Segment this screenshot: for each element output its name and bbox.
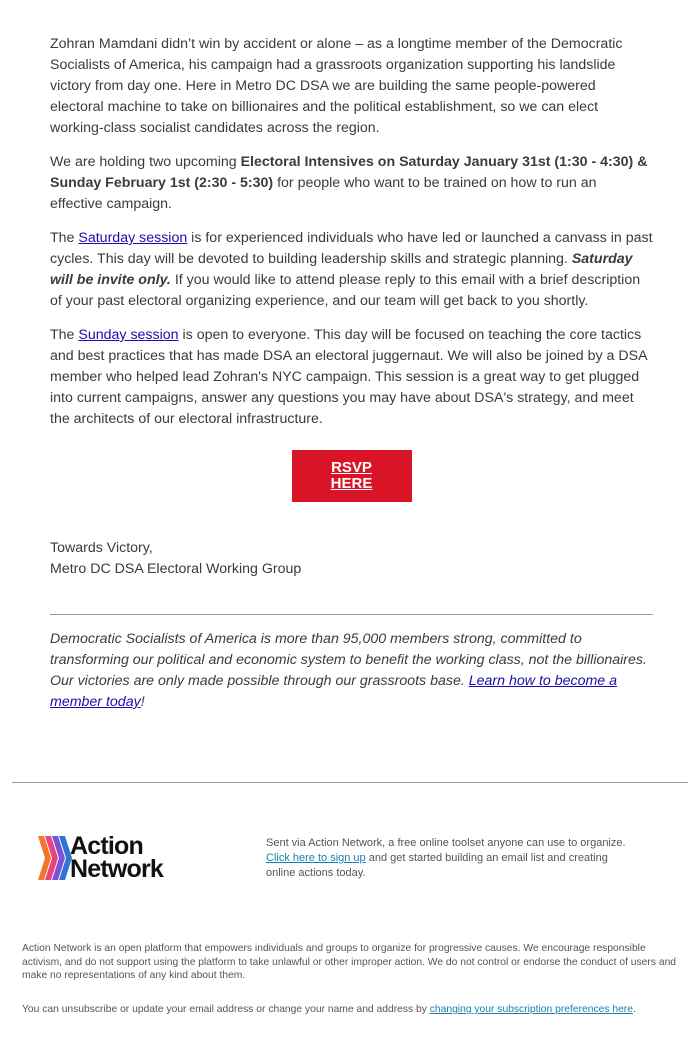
saturday-text-post: If you would like to attend please reply to this email with a brief description of your past electoral organizing experience, and our team will get back to you shortly. — [50, 272, 641, 309]
unsubscribe-text — [22, 1003, 692, 1017]
cta-container — [50, 450, 653, 502]
saturday-text-mid: is for experienced individuals who have led or launched a canvass in past cycles. This day will be devoted to building leadership skills and strategic planning. — [50, 230, 653, 267]
saturday-session-link[interactable]: Saturday session — [78, 230, 188, 246]
footer-divider — [12, 782, 688, 783]
sunday-text-pre: The — [50, 327, 79, 343]
dsa-about-text: Democratic Socialists of America is more than 95,000 members strong, committed to transforming our political and economic system to benefit the working class, not the billionaires. Our victories are only made possible through our grassroots base. — [50, 631, 647, 689]
dsa-about-paragraph — [50, 629, 653, 713]
intro-paragraph: Zohran Mamdani didn’t win by accident or alone – as a longtime member of the Democratic Socialists of America, his campaign had a grassroots organization supporting his landslide victory from day one. Here in Metro DC DSA we are building the same people-powered electoral machine to take on billionaires and the political establishment, so we can elect working-class socialist candidates across the region. — [50, 36, 623, 136]
email-body — [50, 34, 653, 713]
intensives-text-pre: We are holding two upcoming — [50, 154, 241, 170]
sunday-paragraph — [50, 325, 653, 430]
intensives-paragraph — [50, 152, 653, 215]
sunday-session-link[interactable]: Sunday session — [78, 327, 179, 343]
logo-word-network: Network — [70, 855, 164, 883]
divider — [50, 614, 653, 615]
logo-word-action: Action — [70, 832, 143, 860]
action-network-logo[interactable] — [38, 834, 198, 884]
saturday-invite-only: Saturday will be invite only. — [50, 251, 633, 288]
rsvp-button[interactable] — [292, 450, 412, 502]
saturday-paragraph — [50, 228, 653, 312]
sent-via-line1: Sent via Action Network, a free online toolset anyone can use to organize. — [266, 837, 626, 849]
signoff — [50, 538, 653, 580]
sunday-text-post: is open to everyone. This day will be focused on teaching the core tactics and best practices that has made DSA an electoral juggernaut. We will also be joined by a DSA member who helped lead Zohran's NYC campaign. This session is a great way to get plugged into current campaigns, answer any questions you may have about DSA's strategy, and meet the architects of our electoral infrastructure. — [50, 327, 647, 427]
intensives-dates: Electoral Intensives on Saturday January 31st (1:30 - 4:30) & Sunday February 1st (2:30 - 5:30) — [50, 154, 648, 191]
legal-disclaimer: Action Network is an open platform that empowers individuals and groups to organize for progressive causes. We encourage responsible activism, and do not support using the platform to take unlawful or other improper action. We do not control or endorse the conduct of users and make no representations of any kind about them. — [22, 943, 677, 981]
intensives-text-post: for people who want to be trained on how to run an effective campaign. — [50, 175, 597, 212]
sign-up-link[interactable]: Click here to sign up — [266, 852, 366, 864]
become-member-link[interactable]: Learn how to become a member today — [50, 673, 618, 710]
saturday-text-pre: The — [50, 230, 79, 246]
signoff-greeting: Towards Victory, — [50, 540, 153, 556]
unsubscribe-pre: You can unsubscribe or update your email address or change your name and address by — [22, 1004, 430, 1015]
sent-via-post: and get started building an email list and creating online actions today. — [266, 852, 608, 879]
action-network-logo-icon — [38, 834, 72, 882]
rsvp-button-line2: HERE — [330, 475, 373, 492]
rsvp-button-line1: RSVP — [331, 459, 372, 476]
subscription-preferences-link[interactable]: changing your subscription preferences here — [429, 1004, 633, 1015]
unsubscribe-end: . — [632, 1004, 636, 1015]
sent-via-text — [266, 836, 638, 881]
signoff-sender: Metro DC DSA Electoral Working Group — [50, 561, 302, 577]
dsa-about-end: ! — [140, 694, 145, 710]
